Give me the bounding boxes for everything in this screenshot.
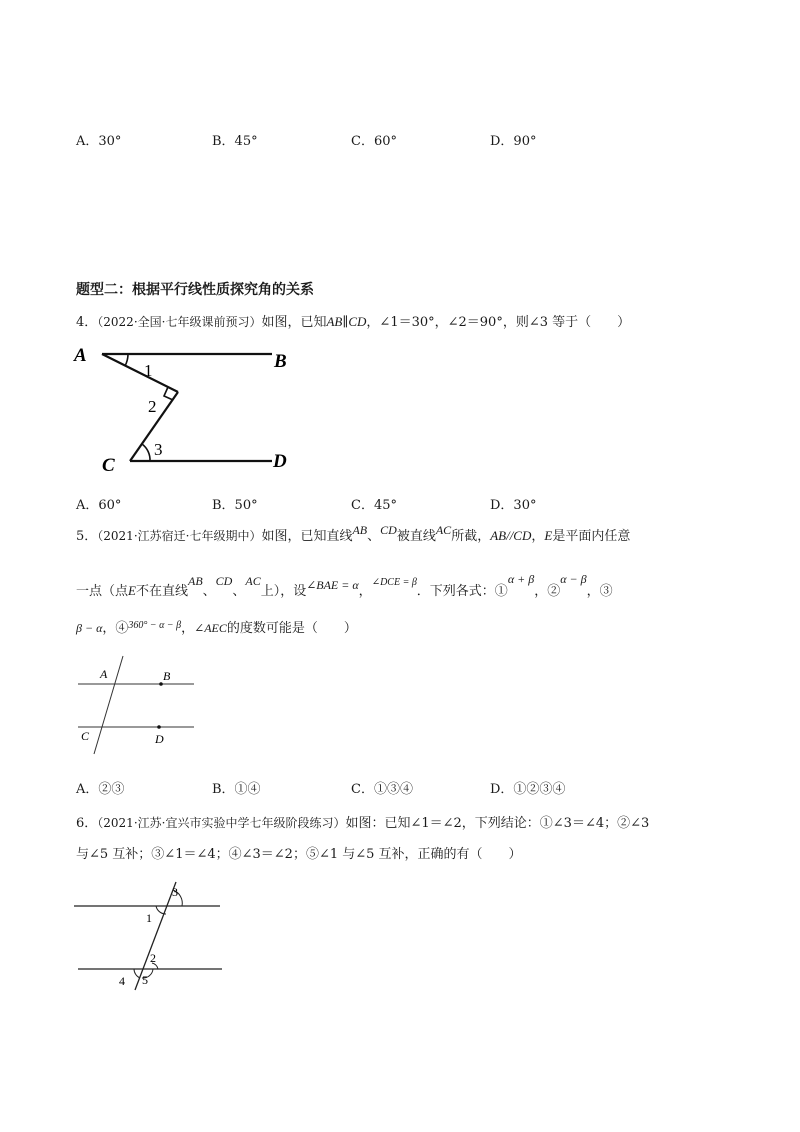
q5-l1-c: 所截， — [451, 529, 491, 544]
q5-option-d: D．①②③④ — [490, 782, 566, 797]
q6-label-4: 4 — [119, 974, 125, 988]
q4-angle-1: 1 — [144, 361, 153, 380]
q5-l3-formula4: 360° − α − β — [128, 620, 182, 631]
q5-point-d — [157, 725, 161, 729]
q5-l1-cd: CD — [380, 523, 397, 537]
q5-l2-b: 不在直线 — [135, 584, 188, 599]
q5-l3-aec: ∠AEC — [194, 621, 227, 635]
q5-line-1 — [76, 525, 630, 544]
q5-l2-ab: AB — [187, 574, 203, 588]
q5-l2-dce: ∠DCE = β — [371, 577, 417, 588]
q4-label-c: C — [102, 455, 115, 476]
q4-segment-ae — [102, 354, 178, 392]
q4-text — [76, 311, 630, 330]
q5-source: （2021·江苏宿迁·七年级期中） — [97, 529, 262, 543]
q5-l1-f: 是平面内任意 — [552, 529, 631, 544]
q5-number: 5． — [76, 529, 98, 544]
q4-source: （2022·全国·七年级课前预习） — [97, 315, 262, 329]
q5-l2-d: ．下列各式：① — [416, 584, 508, 599]
q5-l1-e: E — [544, 528, 553, 543]
prev-option-c: C．60° — [351, 134, 397, 149]
q5-label-d: D — [155, 732, 164, 746]
q6-label-2: 2 — [150, 951, 156, 965]
q5-l2-e: E — [128, 583, 136, 598]
q4-label-a: A — [74, 345, 87, 366]
q5-option-c: C．①③④ — [351, 782, 413, 797]
q4-text-b: ，∠1＝30°，∠2＝90°，则∠3 等于（ ） — [366, 315, 631, 330]
q5-l3-c: 的度数可能是（ ） — [226, 621, 357, 636]
q5-l3-b: ， — [181, 621, 195, 636]
q5-l2-cd: CD — [215, 574, 233, 588]
q5-l1-b: 被直线 — [396, 529, 436, 544]
q4-angle1-arc — [125, 354, 128, 366]
q5-option-a: A．②③ — [76, 782, 125, 797]
q5-option-b: B．①④ — [212, 782, 261, 797]
q5-l2-circle3: ，③ — [586, 584, 613, 599]
q4-angle-2: 2 — [148, 397, 157, 416]
q6-text-1: 如图：已知∠1＝∠2，下列结论：①∠3＝∠4；②∠3 — [345, 816, 650, 831]
q5-label-a: A — [100, 667, 108, 681]
q4-angle3-arc — [142, 444, 150, 461]
q6-line-2: 与∠5 互补；③∠1＝∠4；④∠3＝∠2；⑤∠1 与∠5 互补，正确的有（ ） — [76, 847, 522, 862]
q4-option-a: A．60° — [76, 498, 122, 513]
q5-l1-a: 如图，已知直线 — [261, 529, 353, 544]
q6-label-3: 3 — [172, 885, 178, 899]
prev-option-b: B．45° — [212, 134, 258, 149]
q5-l3-formula3: β − α — [76, 621, 103, 635]
q5-l2-sep1: 、 — [202, 584, 216, 599]
q4-figure — [70, 340, 310, 480]
q4-parallel: AB∥CD — [326, 314, 367, 329]
q4-label-b: B — [274, 351, 287, 372]
q5-label-b: B — [163, 669, 171, 683]
q5-line-ac — [94, 656, 123, 754]
q5-label-c: C — [81, 729, 90, 743]
q5-l2-e2: ，② — [534, 584, 561, 599]
q5-l3-a: ，④ — [102, 621, 129, 636]
q4-option-b: B．50° — [212, 498, 258, 513]
q5-l1-abcd: AB//CD — [490, 528, 532, 543]
q5-l2-c: 上），设 — [260, 584, 307, 599]
section-title: 题型二：根据平行线性质探究角的关系 — [76, 282, 314, 298]
q6-number: 6． — [76, 816, 98, 831]
q4-text-a: 如图，已知 — [261, 315, 327, 330]
q6-figure — [70, 880, 230, 1000]
q5-l1-d: ， — [531, 529, 545, 544]
q5-figure — [70, 650, 210, 760]
q5-l2-bae: ∠BAE = α — [306, 578, 359, 592]
q5-l2-formula1: α + β — [507, 572, 535, 586]
q6-label-5: 5 — [142, 973, 148, 987]
q5-l1-sep: 、 — [367, 529, 381, 544]
q6-line-1 — [76, 812, 649, 831]
prev-option-a: A．30° — [76, 134, 122, 149]
prev-option-d: D．90° — [490, 134, 537, 149]
q6-angle4-arc — [134, 969, 140, 978]
q4-option-d: D．30° — [490, 498, 537, 513]
q5-l2-formula2: α − β — [560, 572, 587, 586]
q5-l2-a: 一点（点 — [76, 584, 129, 599]
q6-label-1: 1 — [146, 911, 152, 925]
q5-line-2 — [76, 572, 613, 599]
q4-angle-3: 3 — [154, 440, 163, 459]
q5-l2-ac: AC — [245, 574, 261, 588]
q5-line-3 — [76, 617, 357, 636]
q4-label-d: D — [273, 451, 287, 472]
q5-l2-comma: ， — [358, 584, 372, 599]
q4-option-c: C．45° — [351, 498, 397, 513]
q4-number: 4． — [76, 315, 98, 330]
q6-source: （2021·江苏·宜兴市实验中学七年级阶段练习） — [97, 816, 346, 830]
q5-l1-ac: AC — [435, 523, 452, 537]
q5-l2-sep2: 、 — [232, 584, 246, 599]
q5-l1-ab: AB — [352, 523, 368, 537]
